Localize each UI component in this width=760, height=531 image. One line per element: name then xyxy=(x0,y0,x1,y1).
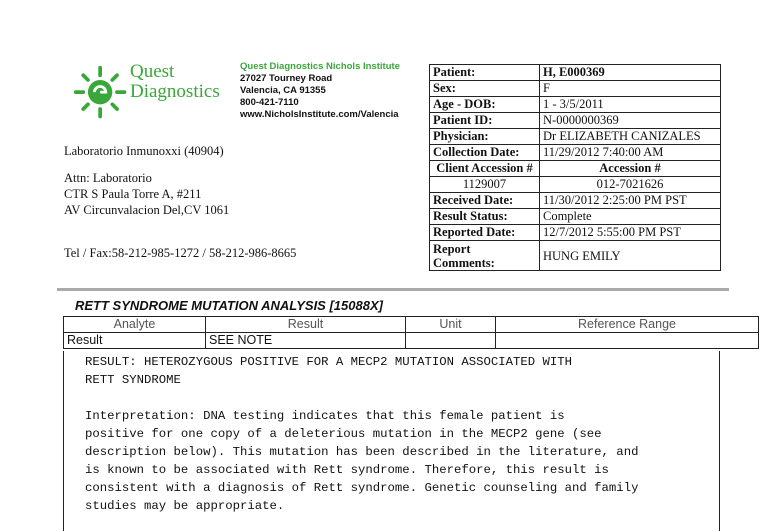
accession-label: Accession # xyxy=(540,161,721,177)
report-comments-label xyxy=(430,241,540,271)
field-label: Sex: xyxy=(430,81,540,97)
sender-address-2: AV Circunvalacion Del,CV 1061 xyxy=(64,203,230,217)
quest-logo-icon xyxy=(72,64,132,124)
note-line: RETT SYNDROME xyxy=(85,373,181,387)
unit-cell xyxy=(406,333,496,349)
table-row xyxy=(430,129,721,145)
sender-address-1: CTR S Paula Torre A, #211 xyxy=(64,187,202,201)
sender-name: Laboratorio Inmunoxxi (40904) xyxy=(64,144,224,158)
column-header-analyte: Analyte xyxy=(64,317,206,333)
logo-word-diagnostics: Diagnostics xyxy=(130,81,220,102)
column-header-result: Result xyxy=(206,317,406,333)
field-value: N-0000000369 xyxy=(540,113,721,129)
lab-street: 27027 Tourney Road xyxy=(240,73,333,84)
table-row xyxy=(430,193,721,209)
table-row xyxy=(430,177,721,193)
section-title: RETT SYNDROME MUTATION ANALYSIS [15088X] xyxy=(75,298,383,313)
field-value: H, E000369 xyxy=(540,65,721,81)
table-row xyxy=(430,113,721,129)
note-line: RESULT: HETEROZYGOUS POSITIVE FOR A MECP2 MUTATION ASSOCIATED WITH xyxy=(85,355,573,369)
table-header-row xyxy=(64,317,759,333)
field-label: Patient: xyxy=(430,65,540,81)
table-row xyxy=(430,97,721,113)
column-header-reference-range: Reference Range xyxy=(496,317,759,333)
field-value: 11/30/2012 2:25:00 PM PST xyxy=(540,193,721,209)
results-table xyxy=(63,316,759,349)
lab-name: Quest Diagnostics Nichols Institute xyxy=(240,61,400,72)
report-comments-label-line1: Report xyxy=(433,241,471,256)
report-comments-label-line2: Comments: xyxy=(433,255,495,270)
note-line: studies may be appropriate. xyxy=(85,499,285,513)
table-row xyxy=(430,145,721,161)
note-line: consistent with a diagnosis of Rett syndrome. Genetic counseling and family xyxy=(85,481,639,495)
field-value: 1 - 3/5/2011 xyxy=(540,97,721,113)
analyte-cell: Result xyxy=(64,333,206,349)
field-value: Complete xyxy=(540,209,721,225)
patient-info-table xyxy=(429,64,721,271)
report-comments-value: HUNG EMILY xyxy=(540,241,721,271)
field-label: Physician: xyxy=(430,129,540,145)
lab-phone: 800-421-7110 xyxy=(240,97,299,108)
sender-attn: Attn: Laboratorio xyxy=(64,171,152,185)
field-label: Patient ID: xyxy=(430,113,540,129)
table-row xyxy=(64,333,759,349)
table-row xyxy=(430,65,721,81)
field-value: Dr ELIZABETH CANIZALES xyxy=(540,129,721,145)
accession-value: 012-7021626 xyxy=(540,177,721,193)
note-line: is known to be associated with Rett syndrome. Therefore, this result is xyxy=(85,463,609,477)
note-line: positive for one copy of a deleterious mutation in the MECP2 gene (see xyxy=(85,427,602,441)
table-row xyxy=(430,161,721,177)
field-label: Received Date: xyxy=(430,193,540,209)
note-line: Interpretation: DNA testing indicates that this female patient is xyxy=(85,409,565,423)
column-header-unit: Unit xyxy=(406,317,496,333)
table-row xyxy=(430,81,721,97)
section-divider xyxy=(57,288,729,291)
lab-web[interactable]: www.NicholsInstitute.com/Valencia xyxy=(240,109,399,120)
logo-word-quest: Quest xyxy=(130,61,175,82)
field-label: Collection Date: xyxy=(430,145,540,161)
field-value: F xyxy=(540,81,721,97)
sender-tel-fax: Tel / Fax:58-212-985-1272 / 58-212-986-8665 xyxy=(64,246,297,260)
result-cell: SEE NOTE xyxy=(206,333,406,349)
lab-city: Valencia, CA 91355 xyxy=(240,85,326,96)
client-accession-value: 1129007 xyxy=(430,177,540,193)
client-accession-label: Client Accession # xyxy=(430,161,540,177)
field-label: Reported Date: xyxy=(430,225,540,241)
field-label: Result Status: xyxy=(430,209,540,225)
reference-range-cell xyxy=(496,333,759,349)
note-line: description below). This mutation has been described in the literature, and xyxy=(85,445,639,459)
table-row xyxy=(430,209,721,225)
table-row xyxy=(430,225,721,241)
table-row xyxy=(430,241,721,271)
field-value: 12/7/2012 5:55:00 PM PST xyxy=(540,225,721,241)
field-label: Age - DOB: xyxy=(430,97,540,113)
field-value: 11/29/2012 7:40:00 AM xyxy=(540,145,721,161)
